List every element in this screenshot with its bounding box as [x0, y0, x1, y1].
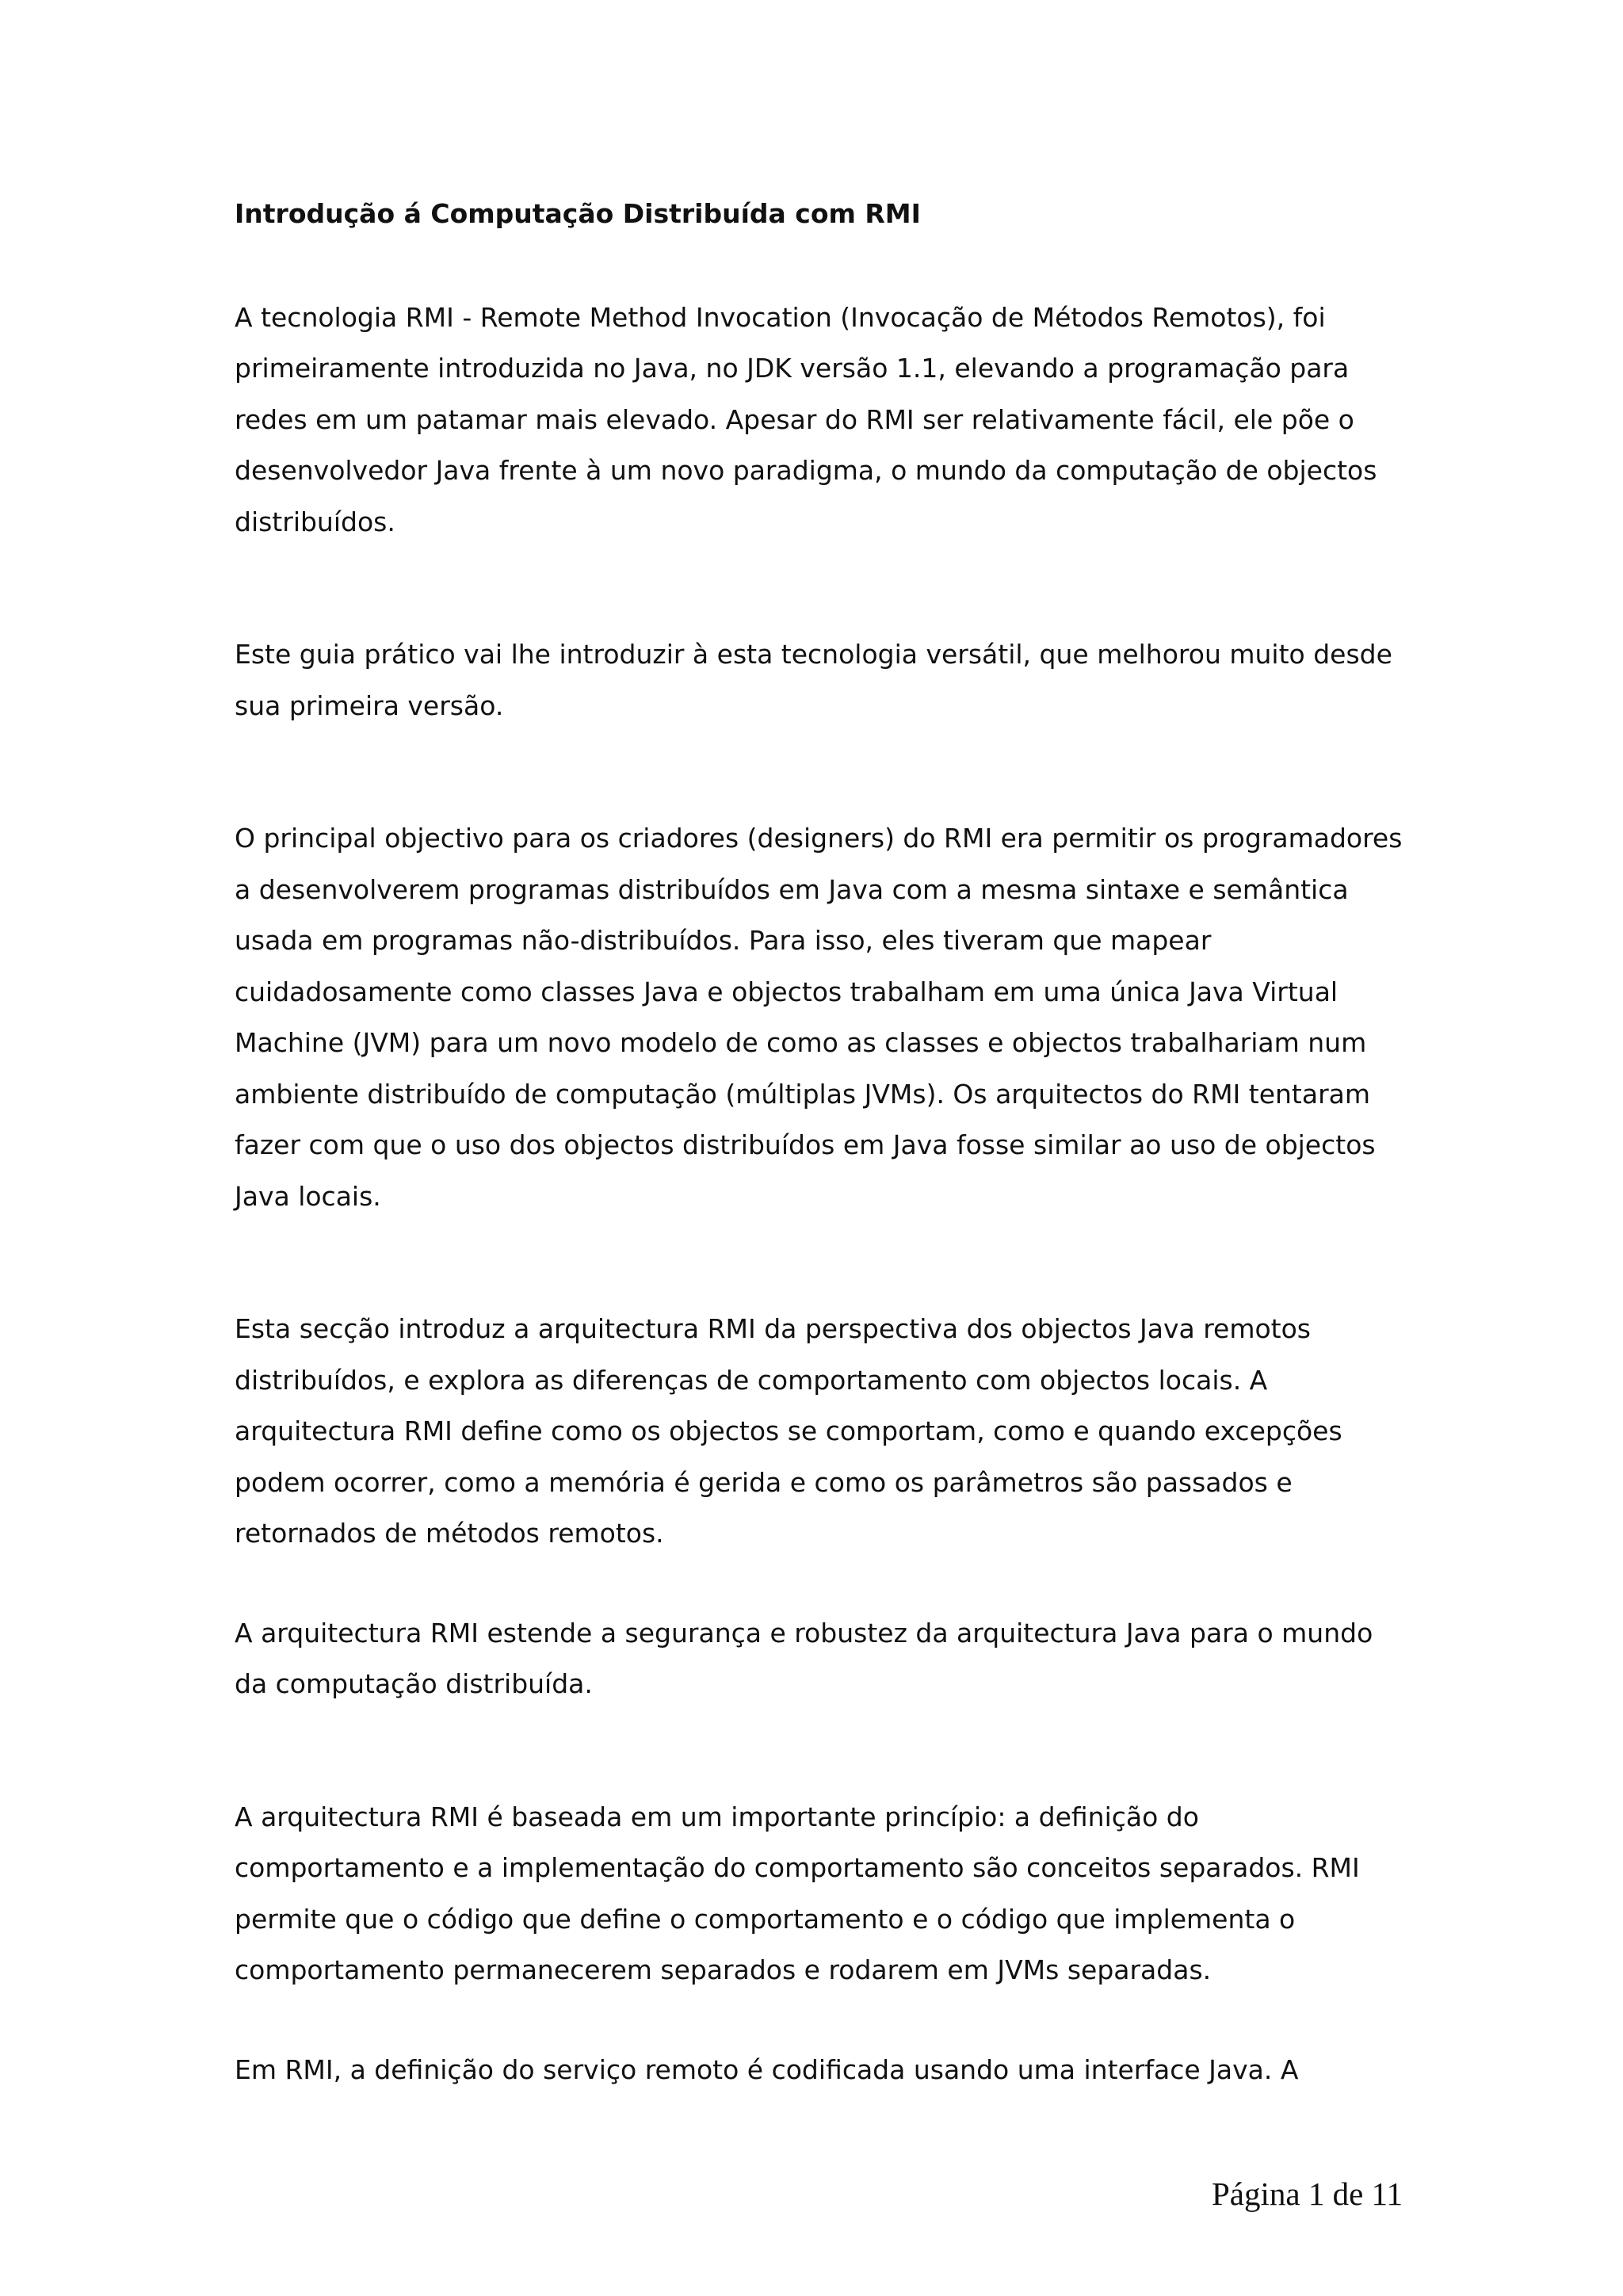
paragraph-objective: O principal objectivo para os criadores (designers) do RMI era permitir os programadores a desenvolverem programas distribuídos em Java com a mesma sintaxe e semântica usada em programas não-distribuídos. Para isso, eles tiveram que mapear cuidadosamente como classes Java e objectos trabalham em uma única Java Virtual Machine (JVM) para um novo modelo de como as classes e objectos trabalhariam num ambiente distribuído de computação (múltiplas JVMs). Os arquitectos do RMI tentaram fazer com que o uso dos objectos distribuídos em Java fosse similar ao uso de objectos Java locais.: [235, 823, 1403, 1212]
paragraph-security: A arquitectura RMI estende a segurança e robustez da arquitectura Java para o mundo da computação distribuída.: [235, 1617, 1373, 1699]
document-title: Introdução á Computação Distribuída com RMI: [235, 198, 921, 229]
document-body: [235, 189, 1407, 2095]
paragraph-guide: Este guia prático vai lhe introduzir à esta tecnologia versátil, que melhorou muito desde sua primeira versão.: [235, 639, 1392, 721]
paragraph-rmi-intro: A tecnologia RMI - Remote Method Invocation (Invocação de Métodos Remotos), foi primeiramente introduzida no Java, no JDK versão 1.1, elevando a programação para redes em um patamar mais elevado. Apesar do RMI ser relativamente fácil, ele põe o desenvolvedor Java frente à um novo paradigma, o mundo da computação de objectos distribuídos.: [235, 301, 1377, 537]
paragraph-principle: A arquitectura RMI é baseada em um importante princípio: a definição do comportamento e a implementação do comportamento são conceitos separados. RMI permite que o código que define o comportamento e o código que implementa o comportamento permanecerem separados e rodarem em JVMs separadas.: [235, 1801, 1360, 1985]
paragraph-interface: Em RMI, a definição do serviço remoto é codificada usando uma interface Java. A: [235, 2053, 1299, 2085]
paragraph-architecture: Esta secção introduz a arquitectura RMI da perspectiva dos objectos Java remotos distribuídos, e explora as diferenças de comportamento com objectos locais. A arquitectura RMI define como os objectos se comportam, como e quando excepções podem ocorrer, como a memória é gerida e como os parâmetros são passados e retornados de métodos remotos.: [235, 1313, 1342, 1549]
page-number: Página 1 de 11: [1211, 2176, 1403, 2212]
